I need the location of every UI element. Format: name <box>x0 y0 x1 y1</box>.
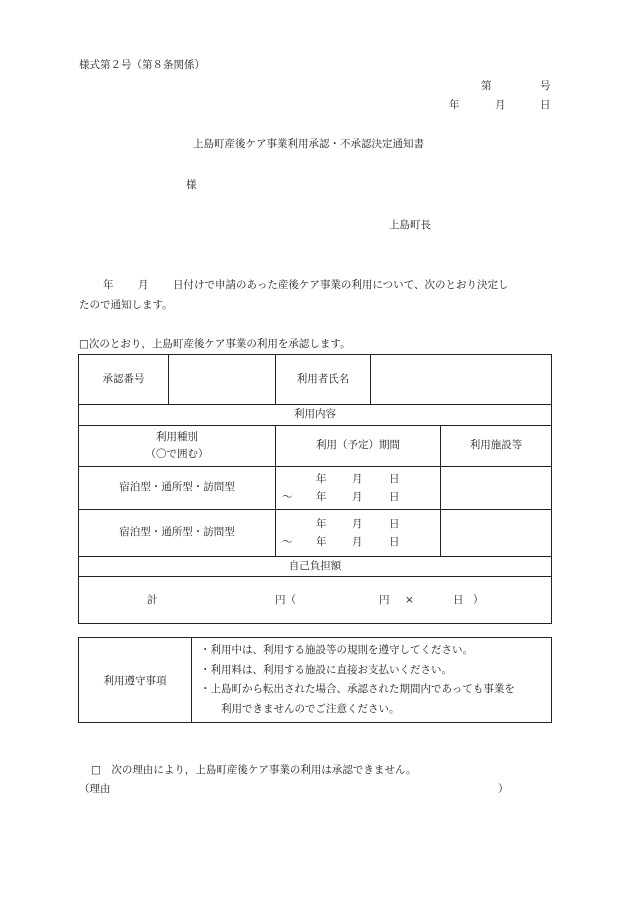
form-number: 様式第２号（第８条関係） <box>79 59 205 71</box>
usage-period-cell[interactable] <box>276 467 441 510</box>
rule-item: ・利用中は、利用する施設等の規則を遵守してください。 <box>200 644 473 656</box>
intro-line1: 日付けで申請のあった産後ケア事業の利用について、次のとおり決定し <box>173 279 509 291</box>
issuer-name: 上島町長 <box>389 219 431 231</box>
approval-table <box>78 354 552 624</box>
user-name-label: 利用者氏名 <box>276 355 371 405</box>
period-from-month: 月 <box>352 473 363 485</box>
reason-close: ） <box>498 783 509 795</box>
facility-cell[interactable] <box>441 510 552 557</box>
date-day: 日 <box>540 99 551 111</box>
yen-open: 円（ <box>275 594 296 606</box>
usage-period-header: 利用（予定）期間 <box>276 426 441 467</box>
date-year: 年 <box>449 99 460 111</box>
usage-rules-table <box>78 637 552 723</box>
doc-number-prefix: 第 <box>481 80 492 92</box>
document-title: 上島町産後ケア事業利用承認・不承認決定通知書 <box>193 138 424 150</box>
table-row <box>79 510 552 557</box>
total-label: 計 <box>147 594 158 606</box>
date-month: 月 <box>495 99 506 111</box>
usage-content-header: 利用内容 <box>79 405 552 426</box>
times-sign: × <box>405 594 414 606</box>
period-from-year: 年 <box>316 518 327 530</box>
period-to-year: 年 <box>316 491 327 503</box>
recipient-honorific: 様 <box>186 179 197 191</box>
usage-type-options[interactable]: 宿泊型・通所型・訪問型 <box>79 467 276 510</box>
user-name-field[interactable] <box>371 355 552 405</box>
close-paren: ） <box>473 594 484 606</box>
table-row <box>79 467 552 510</box>
self-pay-header: 自己負担額 <box>79 557 552 577</box>
usage-type-label: 利用種別 <box>156 430 198 443</box>
reason-open: （理由 <box>79 783 111 795</box>
period-to-month: 月 <box>352 491 363 503</box>
rule-item: ・上島町から転出された場合、承認された期間内であっても事業を <box>200 683 515 695</box>
self-pay-total-row[interactable] <box>79 577 552 624</box>
usage-type-header <box>79 426 276 467</box>
approval-number-field[interactable] <box>169 355 276 405</box>
usage-type-note: （〇で囲む） <box>145 448 209 460</box>
doc-number-suffix: 号 <box>540 80 551 92</box>
period-to-day: 日 <box>389 536 400 548</box>
period-to <box>276 530 440 554</box>
period-from-year: 年 <box>316 473 327 485</box>
approval-number-label: 承認番号 <box>79 355 169 405</box>
period-to-month: 月 <box>352 536 363 548</box>
rejection-statement: □ 次の理由により，上島町産後ケア事業の利用は承認できません。 <box>91 764 417 776</box>
period-from-day: 日 <box>389 518 400 530</box>
rule-item-continuation: 利用できませんのでご注意ください。 <box>221 702 400 715</box>
usage-period-cell[interactable] <box>276 510 441 557</box>
usage-rules-label: 利用遵守事項 <box>79 638 192 723</box>
facility-cell[interactable] <box>441 467 552 510</box>
intro-line2: たので通知します。 <box>79 299 173 311</box>
period-from-month: 月 <box>352 518 363 530</box>
period-to-day: 日 <box>389 491 400 503</box>
period-from-day: 日 <box>389 473 400 485</box>
rule-item: ・利用料は、利用する施設に直接お支払いください。 <box>200 663 452 676</box>
yen-unit: 円 <box>379 594 390 606</box>
period-tilde: ～ <box>282 491 293 503</box>
usage-rules-list <box>192 638 552 723</box>
intro-month: 月 <box>138 279 149 291</box>
approval-heading: □次のとおり，上島町産後ケア事業の利用を承認します。 <box>79 338 351 350</box>
period-tilde: ～ <box>282 536 293 548</box>
days-unit: 日 <box>453 594 464 606</box>
period-to <box>276 485 440 509</box>
usage-type-options[interactable]: 宿泊型・通所型・訪問型 <box>79 510 276 557</box>
facility-header: 利用施設等 <box>441 426 552 467</box>
intro-year: 年 <box>103 279 114 291</box>
period-to-year: 年 <box>316 536 327 548</box>
